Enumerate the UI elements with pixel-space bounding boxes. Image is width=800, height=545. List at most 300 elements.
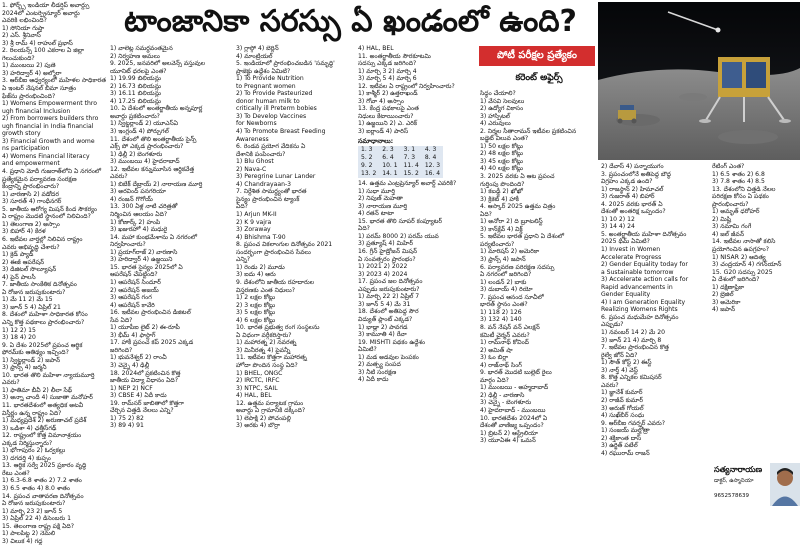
text-line: 4) Bhishma T-90 — [236, 233, 286, 241]
text-line: నిర్మించిన ఆలయం ఏది? — [110, 211, 168, 219]
section-subbanner: కరెంట్ అఫైర్స్ — [515, 73, 563, 83]
column-1 — [2, 2, 106, 545]
text-line: 3) ఐదు 4) ఆరు — [236, 271, 276, 279]
text-line: 4) ఏదీ కాదు — [358, 376, 389, 384]
text-line: 7. నిర్దేశిత సామర్థ్యంతో భారత — [236, 188, 307, 196]
text-line: 1) వాలెట్ల సమర్థవంతమైన — [110, 45, 173, 52]
column-4 — [358, 45, 478, 506]
text-line: 11. అంతర్జాతీయ సౌరకూటమి — [358, 52, 431, 60]
text-line: 2) 3 లక్షల కోట్లు — [236, 301, 276, 309]
text-line: 1) ముంబయి 2) పుణె — [2, 62, 56, 70]
text-line: ఎవరు? — [2, 379, 20, 387]
text-line: 8. వన్‌ నేషన్ వన్‌ ఎలక్షన్ — [480, 323, 540, 331]
text-line: ఎన్ని కొత్త పథకాలు ప్రారంభించారు? — [2, 318, 85, 326]
text-line: నిధులు కేటాయించారు? — [358, 112, 414, 120]
text-line: Awareness — [236, 135, 269, 143]
text-line: 4) Womens Financial literacy — [2, 152, 90, 160]
text-line: 1) మడ అడవుల పెంపకం — [358, 353, 419, 361]
text-line: 1) స్విట్జర్లాండ్ 2) యూఎస్‌ఏ — [110, 120, 179, 128]
text-line: growth story — [2, 130, 41, 138]
text-line: ఎప్పుడు? — [601, 321, 624, 329]
text-line: 1) ఆపరేషన్ సిందూర్ — [110, 278, 161, 286]
text-line: ఎప్పుడు జరుపుకుంటారు? — [358, 285, 420, 293]
text-line: 3) ముంబయి 4) హైదరాబాద్ — [110, 158, 180, 166]
text-line: 8. కొత్త ఎన్నికల కమిషనర్ — [601, 374, 662, 382]
text-line: 9. ఆర్‌బీఐ గవర్నర్ ఎవరు? — [601, 419, 665, 427]
text-line: 1) 50 లక్షల కోట్లు — [480, 142, 523, 150]
text-line: సందర్భంగా ప్రారంభించిన సేవలు — [236, 248, 311, 256]
text-line: 14. మహా కుంభమేళాను ఏ నగరంలో — [110, 233, 197, 241]
text-line: 9. భారత్ మొదటి బుల్లెట్ రైలు — [480, 369, 552, 377]
text-line: పరిరక్షణ కోసం ఏ పథకం — [712, 193, 769, 201]
text-line: పర్యటించారు? — [480, 240, 515, 248]
text-line: దేశంతో అంతరిక్ష ఒప్పందం? — [601, 208, 666, 216]
text-line: 1) ఫాతిమా బీవీ 2) లీలా సేథ్ — [2, 386, 73, 394]
text-line: 1) మే 11 2) మే 15 — [2, 296, 53, 304]
text-line: 3) శ్రీ రామ్ 4) రాహుల్ ప్రభాస్ — [2, 39, 73, 47]
answers-row — [358, 146, 443, 154]
text-line: 3) గుజరాత్ 4) బిహార్ — [601, 193, 655, 201]
text-line: 1) నవంబర్ 14 2) మే 20 — [601, 329, 666, 337]
text-line: 2025 థీమ్ ఏమిటి? — [601, 238, 650, 246]
text-line: 6. రెండవ ప్రయోగ వేదికను ఏ — [236, 143, 306, 151]
text-line: 1) 75 2) 82 — [110, 414, 144, 422]
text-line: 3) Accelerate action calls for — [601, 276, 689, 284]
text-line: 4) రాజ్‌నాథ్ సింగ్ — [480, 361, 522, 369]
text-line: 3) ప్రత్యూష్ 4) మిహిర్ — [358, 240, 413, 248]
text-line: 2) K 9 vajra — [236, 218, 272, 226]
text-line: అవార్డు ప్రకటించారు? — [110, 112, 160, 120]
text-line: 1) సంజయ్ మల్హోత్రా — [601, 427, 650, 435]
text-line: 4. ప్రధాని మోదీ గుజరాత్‌లోని ఏ నగరంలో — [2, 168, 102, 176]
text-line: 3) ఐర్లాండ్ 4) పారిస్ — [358, 128, 409, 136]
text-line: 3) ఏప్రిల్ 22 4) డిసెంబరు 1 — [2, 515, 71, 523]
text-line: మార్గం ఏది? — [480, 376, 509, 384]
text-line: 1) BHEL, ONGC — [236, 369, 283, 377]
text-line: ఏది? — [236, 203, 248, 211]
text-line: 2) రాజీవ్ కుమార్ — [601, 396, 643, 404]
text-line: 1) రాజస్థాన్ 2) హిమాచల్ — [601, 185, 664, 193]
text-line: విస్తీర్ణం ఉన్న రాష్ట్రం ఏది? — [2, 409, 62, 417]
text-line: 1) ప్రయాగ్‌రాజ్ 2) వారణాసి — [110, 248, 178, 256]
text-line: 14. ప్రపంచ వాతావరణ దినోత్సవం — [2, 492, 84, 500]
text-line: 3) ఆపరేషన్ గంగ — [110, 294, 152, 302]
text-line: 13. దేశంలోని చిత్తడి నేలల — [712, 185, 776, 193]
text-line: 3) అరకు 4) బొర్రా — [236, 422, 280, 430]
headline: టాంజానికా సరస్సు ఏ ఖండంలో ఉంది? — [124, 4, 577, 39]
text-line: హోదా పొందిన సంస్థ ఏది? — [236, 361, 298, 369]
text-line: 2) IRCTC, IRFC — [236, 377, 280, 385]
text-line: 3) అన్నా చాందీ 4) సుజాతా మనోహర్ — [2, 394, 93, 402]
text-line: ఎక్స్ పో ఎక్కడ ప్రారంభించారు? — [110, 143, 184, 151]
answers-table — [358, 146, 443, 178]
text-line: 1) పరమ్ 8000 2) పరమ్ యువ — [358, 232, 439, 240]
text-line: 2) మత్స్య సంపద — [358, 361, 401, 369]
section-banner: పోటీ పరీక్షల ప్రత్యేకం — [479, 46, 595, 66]
text-line: 11. దేశంలో తొలి అంతర్జాతీయ సైన్స్ — [110, 135, 197, 143]
text-line: 4) ఆపరేషన్ కావేరి — [110, 301, 155, 309]
answers-cell: 9. 2 — [361, 162, 373, 170]
text-line: సైన్యం ప్రారంభించిన ట్యాంక్ — [236, 195, 300, 203]
text-line: 3) నమామి గంగే — [712, 223, 752, 231]
text-line: ఏ విధంగా వర్గీకరిస్తారు? — [236, 331, 292, 339]
text-line: 3) To Develop Vaccines — [236, 112, 307, 120]
text-line: 3) CBSE 4) ఏదీ కాదు — [110, 392, 167, 400]
text-line: 1) మార్చి 3 2) మార్చి 4 — [358, 67, 417, 75]
text-line: 1) కాశ్మీర్ 2) ఉత్తరాఖండ్ — [358, 90, 418, 98]
text-line: 18. దేశంలో అతిపెద్ద సౌర — [358, 308, 419, 316]
text-line: donor human milk to — [236, 97, 300, 105]
text-line: 2) 48 లక్షల కోట్లు — [480, 150, 523, 158]
text-line: 3) అరవింద్ పనగరియా — [110, 188, 166, 196]
author-name: సత్యనారాయణ — [714, 465, 763, 474]
text-line: 4) To Promote Breast Feeding — [236, 128, 326, 136]
text-line: 2) 16.73 బిలియన్లు — [110, 82, 161, 90]
text-line: 3) చెన్నై 4) ఢిల్లీ — [110, 361, 150, 369]
text-line: 1) ముంబయి - అహ్మదాబాద్ — [480, 384, 549, 392]
text-line: ఏ ఇంటర్ నేషనల్ బీమా సూత్రం — [2, 85, 77, 93]
text-line: 11. ఇటీవల కొత్తగా మహారత్న — [236, 354, 307, 362]
text-line: 1) Blu Ghost — [236, 158, 274, 166]
text-line: 1) రామ్‌నాథ్ కోవింద్ — [480, 339, 529, 347]
text-line: Realizing Womens Rights — [601, 306, 678, 314]
text-line: ఏది? — [358, 225, 370, 233]
text-line: కమిటీ చైర్మన్ ఎవరు? — [480, 331, 530, 339]
answers-cell: 7. 3 — [403, 154, 416, 162]
text-line: ఏ నగరంలో జరిగింది? — [480, 271, 532, 279]
text-line: 19. MISHTI పథకం ఉద్దేశం — [358, 338, 426, 346]
text-line: 3) ఫ్రాన్స్ 4) జర్మనీ — [2, 364, 47, 372]
text-line: ugh financial Inclusion — [2, 107, 71, 115]
text-line: 9. ఏ దేశం 2025లో ప్రపంచ ఆర్థిక — [2, 341, 83, 349]
author-phone: 9652578639 — [714, 493, 749, 499]
answers-cell: 14. 1 — [382, 170, 398, 178]
text-line: Rapid advancements in — [601, 283, 673, 291]
text-line: నిర్వహించారు? — [110, 241, 146, 249]
text-line: 3) 45 లక్షల కోట్లు — [480, 157, 523, 165]
text-line: 12. ఇటీవల ఏ రాష్ట్రంలో నిర్వహించారు? — [358, 82, 455, 90]
text-line: విద్యుత్ ప్లాంట్ ఎక్కడ? — [358, 315, 413, 323]
text-line: 6. ప్రపంచ మధుమేహ దినోత్సవం — [601, 313, 679, 321]
text-line: 1) కబడ్డీ 2) ఖోఖో — [480, 188, 523, 196]
text-line: 4) పైన్ పాలసీ — [2, 273, 36, 281]
text-line: ఏమిటి? — [358, 346, 377, 354]
text-line: జాతీయ విద్యా విధానం ఏది? — [110, 377, 178, 385]
answers-row — [358, 170, 443, 178]
text-line: ఏ దేశంలో జరిగింది? — [712, 276, 760, 284]
text-line: 3. 2025 వరకు ఏ ఆట ప్రపంచ — [480, 173, 555, 181]
text-line: 4) సుఖ్‌బీర్ సంధు — [601, 412, 645, 420]
text-line: 1) 6.5 శాతం 2) 6.8 — [712, 170, 765, 178]
text-line: 3) సూరత్ 4) గాంధీనగర్ — [2, 198, 62, 206]
text-line: ఎక్కడ నిర్మిస్తున్నారు? — [2, 439, 53, 447]
text-line: 13. ఆర్థిక సర్వే 2025 ప్రకారం వృద్ధి — [2, 462, 87, 470]
text-line: 4) 6 లక్షల కోట్లు — [236, 316, 276, 324]
text-line: ఎవరు? — [110, 173, 128, 181]
text-line: 2) ఉద్యోగ వికాసం — [480, 105, 524, 113]
text-line: 3) Zoraway — [236, 226, 271, 234]
text-line: ఎన్ని? — [236, 256, 250, 264]
text-line: 1) NISAR 2) ఆదిత్య — [712, 253, 766, 261]
text-line: 3) డిజిటల్ సొల్యూషన్ — [2, 266, 57, 274]
text-line: ఎవరు? — [601, 381, 619, 389]
answers-cell: 16. 4 — [424, 170, 441, 178]
text-line: 1) సోనియా గుప్తా — [2, 24, 45, 32]
text-line: 3) అమెరికా — [712, 298, 741, 306]
text-line: 15. భారత సైన్యం 2025లో ఏ — [110, 263, 183, 271]
text-line: ఫోరమ్‌కు ఆతిథ్యం ఇచ్చింది? — [2, 349, 69, 357]
text-line: 1) ఢిల్లీ 2) బెంగళూరు — [110, 150, 163, 158]
text-line: 12. ఉత్తమ పర్యాటక గ్రామం — [236, 399, 304, 407]
text-line: 3) ఫ్రాన్స్ 4) జపాన్ — [480, 256, 526, 264]
text-line: 1) 12 2) 15 — [2, 326, 36, 334]
text-line: 3) బిహార్ 4) కేరళ — [2, 228, 46, 236]
text-line: 3) కామూతి 4) రేవా — [358, 331, 407, 339]
answers-cell: 6. 4 — [382, 154, 394, 162]
text-line: యూనిట్ ధరలపై ఎంత? — [110, 67, 167, 75]
text-line: 2024లో ఎంటర్ప్రెన్యూర్ అవార్డు — [2, 9, 80, 17]
text-line: 14. ఇటీవల నాసాతో కలిసి — [712, 238, 776, 246]
text-line: 1) కోణార్క్ 2) హంపి — [110, 218, 161, 226]
text-line: 2) To Provide Pasteurized — [236, 90, 313, 98]
text-line: 5. జాతీయ ఆరోగ్య మిషన్ కింద సౌకర్యం — [2, 205, 97, 213]
text-line: 3) కాన్‌క్లేవ్ 4) విక్డ్ — [480, 225, 523, 233]
text-line: 4) HAL, BEL — [236, 392, 272, 400]
text-line: 2) నిపుణ్ మెహతా — [358, 195, 403, 203]
text-line: 5. అంతర్జాతీయ మహిళా దినోత్సవం — [601, 230, 687, 238]
text-line: రైల్వే జోన్ ఏది? — [601, 351, 638, 359]
text-line: విస్తరణకు ఎంత నిధులు? — [236, 286, 295, 294]
text-line: 1) పాలపిట్ట 2) నెమలి — [2, 530, 56, 538]
text-line: సేవ ఏది? — [110, 316, 133, 324]
text-line: జరిగింది? — [110, 346, 133, 354]
text-line: 5. ఇండియాలో ప్రారంభించబడిన 'సమృద్ధి' — [236, 60, 335, 68]
text-line: 9. దేశంలోని జాతీయ రహదారుల — [236, 278, 315, 286]
text-line: 4. 2025 వరకు భారత్ ఏ — [601, 200, 663, 208]
text-line: 1) 6.3-6.8 శాతం 2) 7.2 శాతం — [2, 477, 82, 485]
text-line: 7. ఇటీవల ప్రారంభించిన కొత్త — [601, 344, 669, 352]
text-line: 4) HAL, BEL — [358, 45, 394, 52]
text-line: 2) మిష్టి — [712, 215, 731, 223]
text-line: చేర్చిన చిత్తడి నేలలు ఎన్ని? — [110, 407, 174, 415]
text-line: 1) అనోరా 2) ది బ్రూటలిస్ట్ — [480, 218, 543, 226]
text-line: Gender Equality — [601, 291, 651, 299]
text-line: 2) అమిత్ షా — [480, 346, 513, 354]
answers-cell: 5. 2 — [361, 154, 373, 162]
text-line: 6. పర్యావరణ పరిరక్షణ సదస్సు — [480, 263, 555, 271]
text-line: 3) హాస్పిటల్ — [480, 112, 510, 120]
text-line: 3) జూన్ 5 4) మే 31 — [358, 300, 411, 308]
text-line: 1) 118 2) 126 — [480, 308, 522, 316]
text-line: అవార్డు ఏ గ్రామానికి దక్కింది? — [236, 407, 306, 415]
text-line: 6. ఇటీవల వార్తల్లో నిలిచిన రాష్ట్రం — [2, 235, 83, 243]
text-line: ఎవరు అభివృద్ధి చేశారు? — [2, 243, 60, 251]
text-line: 2) దేవాస్ 4) పన్నాయుగం — [601, 163, 664, 170]
text-line: 1) వేసవి సెలవులు — [480, 97, 525, 105]
text-line: 3) జూన్ 21 4) మార్చి 8 — [601, 336, 662, 344]
text-line: 4) జల్ జీవన్ — [712, 230, 744, 238]
text-line: 3) ఇంగ్లండ్ 4) పోర్చుగల్ — [110, 128, 169, 136]
text-line: Accelerate Progress — [601, 253, 662, 261]
text-line: దేశానికి పంపించారు? — [236, 150, 286, 158]
text-line: 3) జూన్ 5 4) ఏప్రిల్ 21 — [2, 303, 61, 311]
text-line: 1) మార్చి 23 2) జూన్ 5 — [2, 507, 63, 515]
text-line: 4) జపాన్ — [712, 306, 735, 314]
text-line: for Newborns — [236, 120, 277, 128]
text-line: ప్రత్యేకమైన పర్యావరణ సంరక్షణ — [2, 175, 77, 183]
author-byline — [712, 463, 800, 506]
text-line: 3. ప్రపంచంలోనే అతిపెద్ద బౌద్ధ — [601, 170, 671, 178]
text-line: 3) NTPC, SAIL — [236, 384, 278, 392]
text-line: 3) 2023 4) 2024 — [358, 270, 408, 278]
text-line: 14. ఉత్తమ ఎంట్రప్రెన్యూర్ అవార్డ్ ఎవరికి? — [358, 180, 457, 188]
text-line: ఏ రాష్ట్రం మొదటి స్థానంలో నిలిచింది? — [2, 213, 91, 221]
text-line: 19. రామ్‌సర్ జాబితాలో కొత్తగా — [110, 399, 184, 407]
text-line: 12. రాష్ట్రంలో కొత్త విమానాశ్రయం — [2, 432, 82, 440]
text-line: ఎవరికి లభించింది? — [2, 17, 47, 25]
text-line: 2) ఈజీ ఆపరేషన్ — [2, 258, 45, 266]
answers-cell: 15. 2 — [403, 170, 419, 178]
text-line: 15. భారత తొలి సూపర్ కంప్యూటర్ — [358, 217, 442, 225]
text-line: 15. తెలంగాణ రాష్ట్ర పక్షి ఏది? — [2, 522, 74, 530]
text-line: 12. ఇటీవల కన్నుమూసిన ఆర్థికవేత్త — [110, 165, 195, 173]
text-line: to Pregnant women — [236, 82, 296, 90]
text-line: 3) 18 4) 20 — [2, 334, 36, 342]
text-line: 2) శక్తికాంత దాస్ — [601, 434, 642, 442]
text-line: 1) బ్రిటన్ 2) ఆస్ట్రేలియా — [480, 429, 538, 437]
text-line: 3) 132 4) 140 — [480, 316, 522, 324]
text-line: 18. 2024లో ప్రకటించిన కొత్త — [110, 369, 181, 377]
text-line: 1. ఫోర్బ్స్ ఇండియా లీడర్షిప్ అవార్డ్సు — [2, 2, 90, 9]
author-photo — [770, 463, 800, 506]
answers-cell: 10. 1 — [382, 162, 398, 170]
column-6 — [601, 163, 709, 506]
text-line: 1) మధ్యప్రదేశ్ 2) అరుణాచల్ ప్రదేశ్ — [2, 417, 87, 425]
text-line: 4) హైదరాబాద్ - ముంబయి — [480, 406, 546, 414]
text-line: రేటు ఎంత? — [2, 469, 30, 477]
answers-cell: 4. 3 — [424, 146, 437, 154]
text-line: 1) తెలంగాణ 2) అస్సాం — [2, 220, 60, 228]
text-line: ఫేజ్‌ను ప్రారంభించింది? — [2, 92, 56, 100]
text-line: 1) మహారత్న 2) నవరత్న — [236, 339, 297, 347]
answers-row — [358, 154, 443, 162]
text-line: 1) 19.99 బిలియన్లు — [110, 75, 161, 83]
text-line: 1) సౌత్ కోస్ట్ 2) ఈస్ట్ — [601, 359, 652, 367]
text-line: 2. రిలయన్స్ 100 ఎకరాల ఏ జిల్లా — [2, 47, 85, 55]
text-line: 13. కేంద్ర పథకాలపై ఎంత — [358, 105, 419, 113]
text-line: 1) యూపీఐ లైట్ 2) ఈ-రూపీ — [110, 324, 180, 332]
text-line: ఆపరేషన్ చేపట్టింది? — [110, 271, 158, 279]
text-line: 4) ఎరువులు — [480, 120, 511, 128]
text-line: 4) Chandrayaan-3 — [236, 180, 292, 188]
text-line: 10. భారతదేశం 2024లో ఏ — [480, 414, 548, 422]
text-line: 17. ప్రపంచ జల దినోత్సవం — [358, 278, 423, 286]
text-line: 13. 300 ఏళ్ల నాటి చరిత్రతో — [110, 203, 178, 211]
text-line: 3. ఆర్‌బీఐ ఆధ్వర్యంలో మహిళల సాధికారత — [2, 77, 106, 85]
text-line: 1) బిబేక్ దేబ్రాయ్ 2) నారాయణ మూర్తి — [110, 180, 203, 188]
text-line: 3) హరిద్వార్ 4) అల్మోరా — [2, 69, 62, 77]
text-line: 2) Gender Equality today for — [601, 261, 688, 269]
text-line: ప్రయోగించిన ఉపగ్రహం? — [712, 246, 769, 254]
text-line: 3) హరిద్వార్ 4) ఉజ్జయిని — [110, 256, 173, 264]
text-line: 2) Nava-C — [236, 165, 267, 173]
text-line: 1) అమృత్ ధరోహర్ — [712, 208, 760, 216]
text-line: 3) దుబాయ్ 4) రియో — [480, 286, 533, 294]
text-line: 8. ప్రపంచ వికలాంగుల దినోత్సవం 2021 — [236, 241, 333, 249]
text-line: and empowerment — [2, 160, 60, 168]
text-line: ప్రాజెక్టు ఉద్దేశం ఏమిటి? — [236, 67, 291, 75]
text-line: 3) చంద్రయాన్ 4) గగన్‌యాన్ — [712, 261, 782, 269]
text-line: critically ill Preterm bobies — [236, 105, 317, 113]
text-line: 1) రెండు 2) మూడు — [236, 263, 285, 271]
text-line: 1) క్రెడ్ ప్యాడ్ — [2, 251, 34, 259]
text-line: 3) ఉర్జిత్ పటేల్ — [601, 442, 638, 450]
text-line: రేటింగ్ ఎంత? — [712, 163, 745, 170]
text-line: 1) ఉజ్జయిని 2) ఎ. ఎరిక్ — [358, 120, 418, 128]
text-line: ugh financial in India financial — [2, 122, 94, 130]
text-line: 3) 7.8 శాతం 4) 8.5 — [712, 178, 765, 186]
text-line: 1) భువనేశ్వర్ 2) రాంచీ — [110, 354, 167, 362]
text-line: 3) చిలుక 4) గద్ద — [2, 537, 43, 545]
text-line: 1) 10 2) 12 — [601, 215, 635, 223]
text-line: భారత్ స్థానం ఎంత? — [480, 301, 528, 309]
text-line: 1) NEP 2) NCF — [110, 384, 153, 392]
text-line: 2) బ్రెజిల్ — [712, 291, 734, 299]
text-line: 1) లండన్ 2) బాకు — [480, 278, 527, 286]
answers-row — [358, 162, 443, 170]
text-line: 3) ఓం బిర్లా — [480, 354, 509, 362]
text-line: 1) మారిషస్ 2) అమెరికా — [480, 248, 540, 256]
answers-cell: 12. 3 — [424, 162, 441, 170]
text-line: 2. నిర్మల సీతారామన్ ఇటీవల ప్రకటించిన — [480, 127, 577, 135]
text-line: 4) మాంట్రియల్ — [236, 52, 273, 60]
text-line: ఏ రోజున జరుపుకుంటారు? — [2, 500, 66, 508]
text-line: గుర్తింపు పొందింది? — [480, 180, 525, 188]
text-line: 1) లెపాక్షి 2) పోచంపల్లి — [236, 414, 291, 422]
text-line: 1) సుధా మూర్తి — [358, 187, 395, 195]
text-line: 1) స్విట్జర్లాండ్ 2) జపాన్ — [2, 356, 61, 364]
text-line: కేంద్రాన్ని ప్రారంభించారు? — [2, 183, 60, 191]
text-line: 3) అరుణ్ గోయల్ — [601, 404, 644, 412]
answers-cell: 11. 4 — [403, 162, 419, 170]
text-line: 2) ఢిల్లీ - వారణాసి — [480, 391, 525, 399]
text-line: 1) జ్ఞానేశ్ కుమార్ — [601, 389, 643, 397]
text-line: సదస్సు ఎక్కడ జరిగింది? — [358, 60, 417, 68]
text-line: 3) Peregrine Lunar Lander — [236, 173, 316, 181]
text-line: 3) 5 లక్షల కోట్లు — [236, 309, 276, 317]
column-3 — [236, 45, 354, 506]
column-7 — [712, 163, 800, 463]
author-role: డాక్టర్, ఉస్మానియా — [714, 478, 754, 484]
text-line: 3) నారాయణ మూర్తి — [358, 202, 408, 210]
text-line: 3) గ్లాస్గో 4) బెర్లిన్ — [236, 45, 279, 52]
column-2 — [110, 45, 232, 506]
text-line: 10. ఏ దేశంలో అంతర్జాతీయ అన్నపూర్ణ — [110, 105, 203, 113]
text-line: 2) ఎస్. శ్రీనివాస్ — [2, 32, 41, 40]
column-5 — [480, 90, 598, 506]
text-line: ఏది? — [480, 210, 492, 218]
text-line: 3) 6.5 శాతం 4) 8.0 శాతం — [2, 485, 70, 492]
text-line: 1) Invest in Women — [601, 246, 661, 254]
answers-cell: 3. 1 — [403, 146, 416, 154]
text-line: a Sustainable tomorrow — [601, 268, 674, 276]
text-line: 1) To Provide Nutrition — [236, 75, 304, 83]
text-line: 7. జాతీయ సాంకేతిక దినోత్సవం — [2, 281, 77, 289]
answers-cell: 8. 4 — [424, 154, 437, 162]
text-line: 3) చెన్నై - బెంగళూరు — [480, 399, 532, 407]
text-line: 16. గ్రీన్ హైడ్రోజన్ మిషన్ — [358, 248, 418, 256]
text-line: 1) Arjun MK-II — [236, 211, 277, 219]
